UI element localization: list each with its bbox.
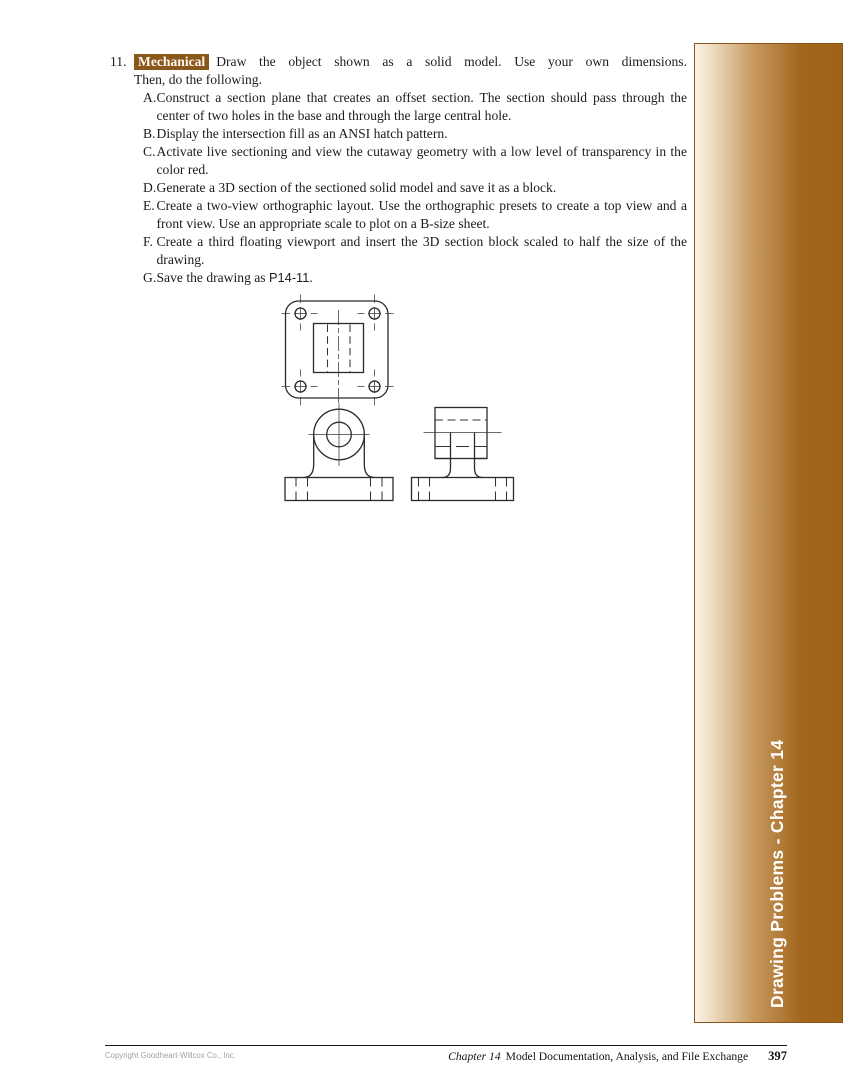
item-letter: C.	[143, 144, 156, 159]
item-letter: E.	[143, 198, 155, 213]
item-text: Construct a section plane that creates an offset section. The section should pass through the center of two holes in the base and through the large central hole.	[156, 90, 687, 123]
item-letter: G.	[143, 270, 157, 285]
multiview-drawing-figure	[270, 288, 530, 505]
problem-intro-line	[110, 53, 687, 71]
orthographic-drawing	[270, 288, 530, 505]
item-letter: D.	[143, 180, 157, 195]
item-letter: B.	[143, 126, 156, 141]
problem-block	[110, 53, 687, 287]
item-letter: F.	[143, 234, 153, 249]
page-number: 397	[768, 1049, 787, 1063]
drawing-filename: P14-11	[269, 270, 310, 285]
chapter-tab-label: Drawing Problems - Chapter 14	[767, 739, 787, 1008]
list-item-e	[143, 197, 687, 233]
problem-number: 11.	[110, 54, 127, 69]
list-item-a	[143, 89, 687, 125]
item-text: Create a third floating viewport and insert the 3D section block scaled to half the size of the drawing.	[156, 234, 687, 267]
item-text: Display the intersection fill as an ANSI hatch pattern.	[156, 126, 448, 141]
footer-chapter-label: Chapter 14	[448, 1050, 501, 1063]
list-item-b	[143, 125, 687, 143]
problem-intro-line2: Then, do the following.	[134, 72, 262, 87]
side-view	[412, 408, 514, 501]
footer-rule	[105, 1045, 787, 1046]
item-text: Activate live sectioning and view the cutaway geometry with a low level of transparency in the color red.	[156, 144, 687, 177]
list-item-g	[143, 269, 687, 287]
list-item-d	[143, 179, 687, 197]
problem-intro-text: Draw the object shown as a solid model. Use your own dimensions.	[216, 54, 687, 69]
item-text: Save the drawing as	[156, 270, 269, 285]
problem-item-list	[143, 89, 687, 287]
footer-copyright: Copyright Goodheart-Willcox Co., Inc.	[105, 1051, 236, 1060]
footer-chapter-info	[448, 1049, 787, 1064]
top-view	[282, 295, 394, 406]
list-item-c	[143, 143, 687, 179]
item-text: Generate a 3D section of the sectioned solid model and save it as a block.	[156, 180, 557, 195]
item-text: Create a two-view orthographic layout. Use the orthographic presets to create a top view and a front view. Use an appropriate scale to plot on a B-size sheet.	[156, 198, 687, 231]
footer-chapter-title: Model Documentation, Analysis, and File Exchange	[505, 1050, 749, 1063]
front-view	[285, 404, 393, 501]
list-item-f	[143, 233, 687, 269]
item-text: .	[309, 270, 313, 285]
mechanical-tag: Mechanical	[134, 54, 209, 70]
item-letter: A.	[143, 90, 157, 105]
